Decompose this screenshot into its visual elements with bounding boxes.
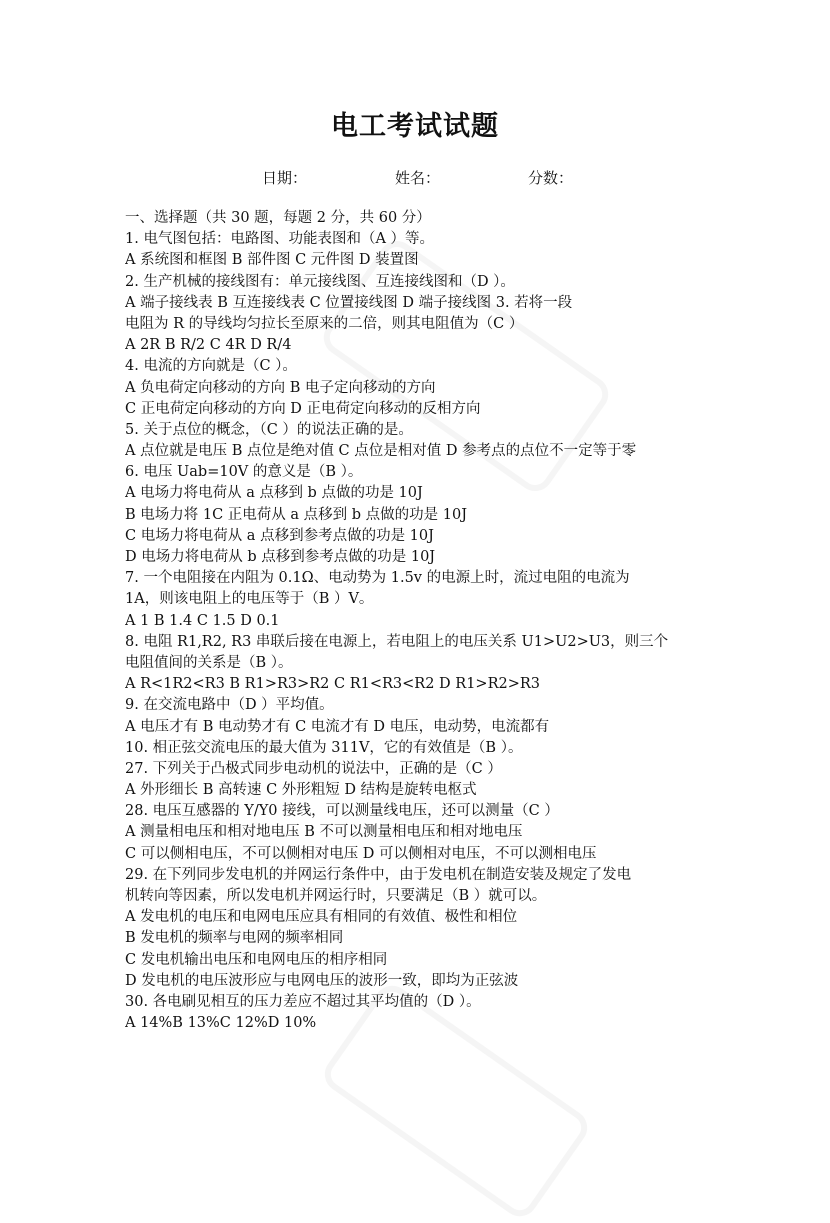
text-line: 电阻为 R 的导线均匀拉长至原来的二倍，则其电阻值为（C ） <box>125 315 524 332</box>
text-line: 9. 在交流电路中（D ）平均值。 <box>125 697 334 714</box>
text-line: 28. 电压互感器的 Y/Y0 接线，可以测量线电压，还可以测量（C ） <box>125 803 559 820</box>
text-line: 机转向等因素，所以发电机并网运行时，只要满足（B ）就可以。 <box>125 888 547 904</box>
score-label: 分数： <box>528 169 574 187</box>
text-line: 1A，则该电阻上的电压等于（B ）V。 <box>125 591 374 608</box>
question-list <box>125 208 715 1034</box>
text-line: 电阻值间的关系是（B ）。 <box>125 654 293 671</box>
text-line: C 正电荷定向移动的方向 D 正电荷定向移动的反相方向 <box>125 400 481 417</box>
text-line: B 电场力将 1C 正电荷从 a 点移到 b 点做的功是 10J <box>125 506 468 523</box>
text-line: A R<1R2<R3 B R1>R3>R2 C R1<R3<R2 D R1>R2>R3 <box>125 676 541 693</box>
text-line: A 外形细长 B 高转速 C 外形粗短 D 结构是旋转电枢式 <box>125 782 477 799</box>
text-line: A 电场力将电荷从 a 点移到 b 点做的功是 10J <box>125 485 423 502</box>
text-line: 2. 生产机械的接线图有：单元接线图、互连接线图和（D ）。 <box>125 273 515 290</box>
text-line: A 负电荷定向移动的方向 B 电子定向移动的方向 <box>125 379 436 396</box>
text-line: C 电场力将电荷从 a 点移到参考点做的功是 10J <box>125 527 434 544</box>
text-line: A 14%B 13%C 12%D 10% <box>125 1015 317 1032</box>
text-line: 8. 电阻 R1,R2, R3 串联后接在电源上，若电阻上的电压关系 U1>U2>U3，则三个 <box>125 633 669 650</box>
date-label: 日期： <box>262 169 308 187</box>
text-line: 6. 电压 Uab=10V 的意义是（B ）。 <box>125 464 363 481</box>
text-line: D 电场力将电荷从 b 点移到参考点做的功是 10J <box>125 549 436 565</box>
text-line: 5. 关于点位的概念，（C ）的说法正确的是。 <box>125 421 413 438</box>
text-line: C 发电机输出电压和电网电压的相序相同 <box>125 951 388 968</box>
text-line: D 发电机的电压波形应与电网电压的波形一致，即均为正弦波 <box>125 972 519 989</box>
text-line: A 电压才有 B 电动势才有 C 电流才有 D 电压，电动势，电流都有 <box>125 718 550 735</box>
text-line: 4. 电流的方向就是（C ）。 <box>125 358 297 375</box>
text-line: A 2R B R/2 C 4R D R/4 <box>125 337 292 354</box>
text-line: A 端子接线表 B 互连接线表 C 位置接线图 D 端子接线图 3. 若将一段 <box>125 294 573 311</box>
text-line: C 可以侧相电压，不可以侧相对电压 D 可以侧相对电压，不可以测相电压 <box>125 845 597 862</box>
text-line: A 发电机的电压和电网电压应具有相同的有效值、极性和相位 <box>125 909 518 926</box>
text-line: 7. 一个电阻接在内阻为 0.1Ω、电动势为 1.5v 的电源上时，流过电阻的电流为 <box>125 570 630 587</box>
text-line: 29. 在下列同步发电机的并网运行条件中，由于发电机在制造安装及规定了发电 <box>125 866 632 883</box>
text-line: 30. 各电刷见相互的压力差应不超过其平均值的（D ）。 <box>125 993 481 1010</box>
text-line: 一、选择题（共 30 题，每题 2 分，共 60 分） <box>125 210 431 226</box>
text-line: A 1 B 1.4 C 1.5 D 0.1 <box>125 612 280 629</box>
text-line: 10. 相正弦交流电压的最大值为 311V，它的有效值是（B ）。 <box>125 739 523 756</box>
text-line: 27. 下列关于凸极式同步电动机的说法中，正确的是（C ） <box>125 760 502 777</box>
page-title: 电工考试试题 <box>331 111 499 142</box>
name-label: 姓名： <box>395 169 441 187</box>
text-line: B 发电机的频率与电网的频率相同 <box>125 930 344 947</box>
text-line: A 点位就是电压 B 点位是绝对值 C 点位是相对值 D 参考点的点位不一定等于零 <box>125 443 637 460</box>
text-line: A 系统图和框图 B 部件图 C 元件图 D 装置图 <box>125 252 419 269</box>
text-line: 1. 电气图包括：电路图、功能表图和（A ）等。 <box>125 231 435 248</box>
text-line: A 测量相电压和相对地电压 B 不可以测量相电压和相对地电压 <box>125 824 523 841</box>
